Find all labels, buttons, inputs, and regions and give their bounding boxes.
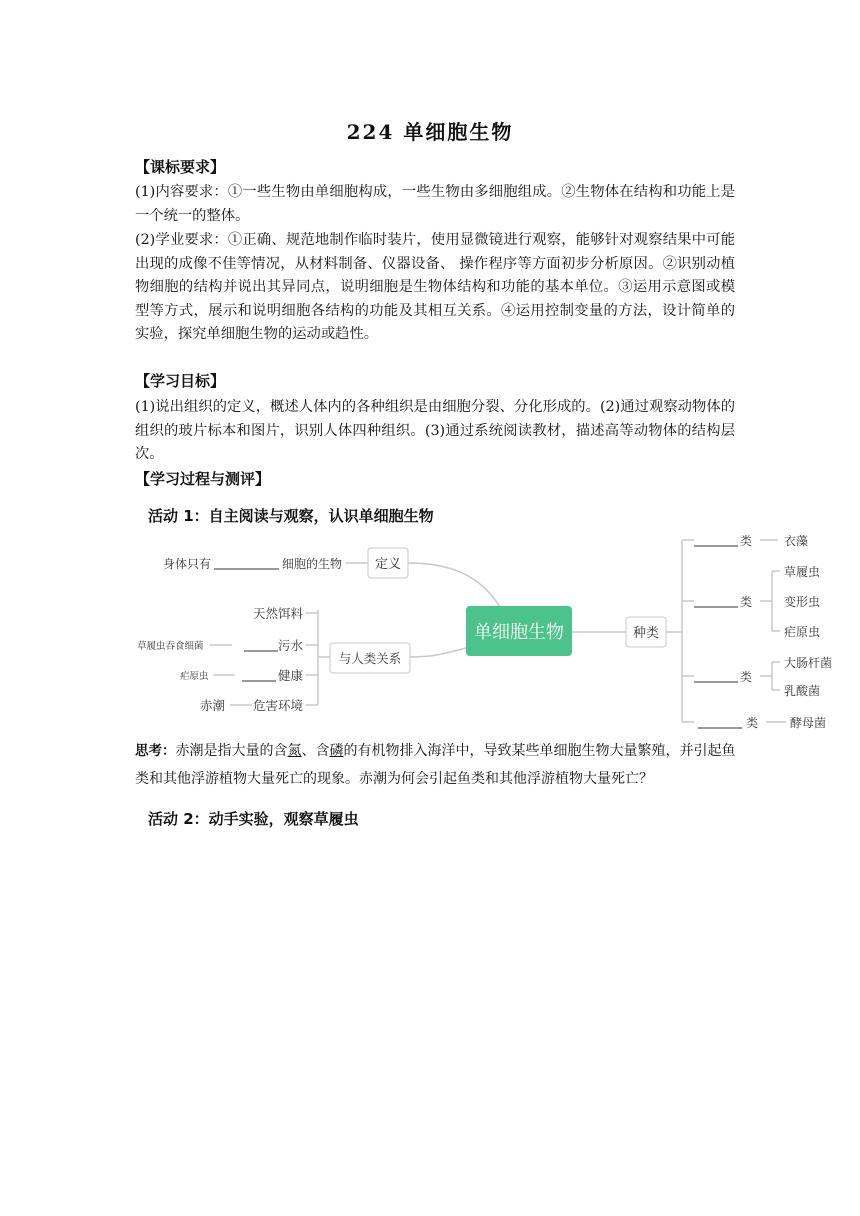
kind-item: 疟原虫 bbox=[784, 625, 821, 639]
relation-sewage: 污水 bbox=[277, 638, 303, 653]
definition-suffix: 细胞的生物 bbox=[282, 557, 343, 571]
curriculum-heading: 【课标要求】 bbox=[135, 158, 226, 176]
relation-harm: 危害环境 bbox=[252, 698, 303, 713]
think-text-b: 、含 bbox=[301, 744, 330, 759]
think-text-a: 赤潮是指大量的含 bbox=[175, 744, 288, 759]
activity1-title: 活动 1：自主阅读与观察，认识单细胞生物 bbox=[148, 507, 434, 525]
think-label: 思考： bbox=[135, 743, 176, 759]
relation-health: 健康 bbox=[277, 668, 303, 683]
mind-map bbox=[0, 535, 860, 735]
kind-item: 酵母菌 bbox=[790, 716, 827, 730]
curriculum-content-req: (1)内容要求：①一些生物由单细胞构成，一些生物由多细胞组成。②生物体在结构和功能上是一个统一的整体。 bbox=[135, 184, 735, 224]
relation-harm-example: 赤潮 bbox=[200, 698, 226, 713]
relation-node-label: 与人类关系 bbox=[338, 651, 402, 666]
kinds-node-label: 种类 bbox=[632, 626, 660, 641]
goals-heading: 【学习目标】 bbox=[135, 372, 226, 390]
relation-sewage-example: 草履虫吞食细菌 bbox=[137, 641, 204, 652]
process-heading: 【学习过程与测评】 bbox=[135, 470, 271, 488]
kind-item: 大肠杆菌 bbox=[784, 656, 833, 670]
kinds-class-4: 类 bbox=[746, 716, 759, 730]
curriculum-academic-req: (2)学业要求：①正确、规范地制作临时装片，使用显微镜进行观察，能够针对观察结果中可能出现的成像不佳等情况，从材料制备、仪器设备、 操作程序等方面初步分析原因。②识别动植物细胞的结构并说出其异同点，说明细胞是生物体结构和功能的基本单位。③运用示意图或模型等方式，展示和说明细胞各结构的功能及其相互关系。④运用控制变量的方法，设计简单的实验，探究单细胞生物的运动或趋性。 bbox=[135, 232, 735, 342]
kind-item: 草履虫 bbox=[784, 565, 821, 579]
kind-item: 变形虫 bbox=[784, 595, 821, 609]
kinds-class-2: 类 bbox=[740, 595, 753, 609]
center-node-label: 单细胞生物 bbox=[474, 622, 564, 643]
page-title: 224 单细胞生物 bbox=[346, 120, 514, 144]
relation-feed: 天然饵料 bbox=[252, 606, 303, 621]
kinds-class-1: 类 bbox=[740, 535, 753, 548]
think-text-c: 的有机物排入海洋中，导致某些单细胞生物大量繁殖，并引起鱼类和其他浮游植物大量死亡的现象。赤潮为何会引起鱼类和其他浮游植物大量死亡？ bbox=[135, 744, 736, 787]
goals-text: (1)说出组织的定义，概述人体内的各种组织是由细胞分裂、分化形成的。(2)通过观察动物体的组织的玻片标本和图片，识别人体四种组织。(3)通过系统阅读教材，描述高等动物体的结构层次。 bbox=[135, 399, 735, 462]
think-nitrogen: 氮 bbox=[287, 744, 302, 759]
activity2-title: 活动 2：动手实验，观察草履虫 bbox=[148, 810, 359, 828]
relation-health-example: 疟原虫 bbox=[180, 671, 209, 682]
definition-node-label: 定义 bbox=[374, 557, 402, 572]
think-question bbox=[135, 737, 737, 794]
kinds-class-3: 类 bbox=[740, 670, 753, 684]
think-phosphorus: 磷 bbox=[329, 744, 344, 759]
kind-item: 乳酸菌 bbox=[784, 684, 821, 698]
definition-prefix: 身体只有 bbox=[163, 557, 212, 571]
kind-item: 衣藻 bbox=[784, 535, 809, 548]
